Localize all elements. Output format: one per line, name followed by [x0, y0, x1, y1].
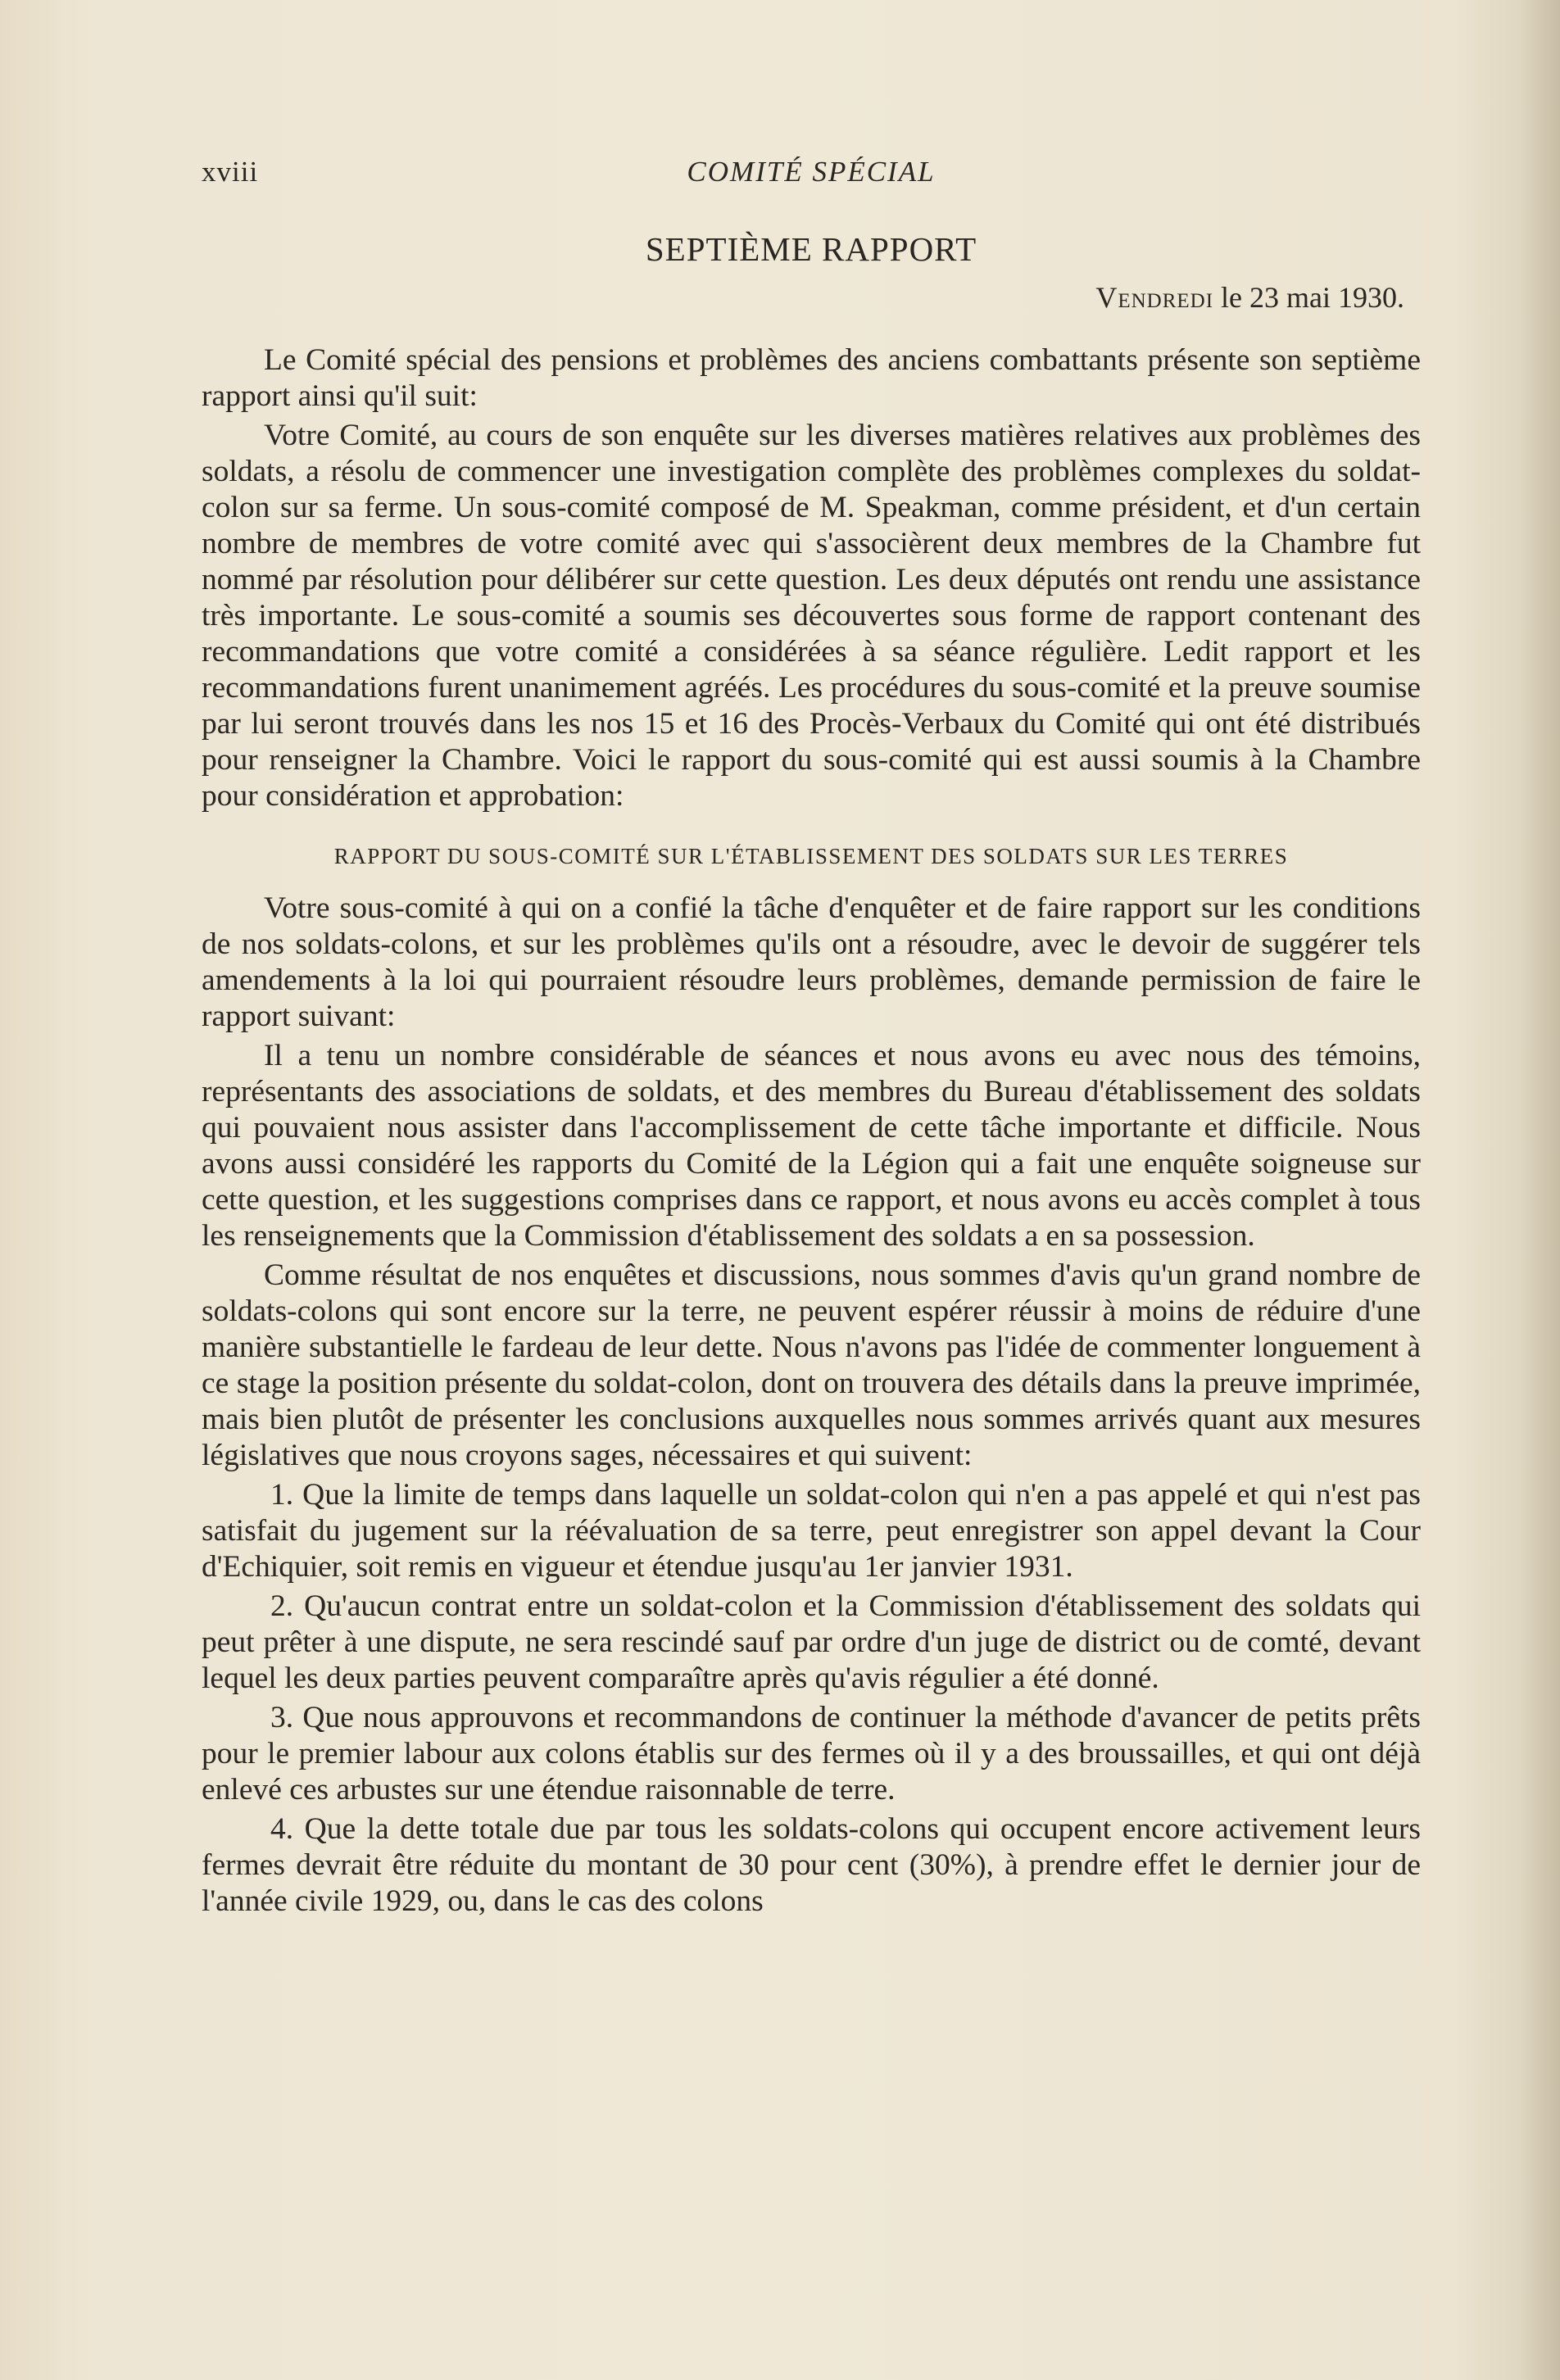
- page-folio: xviii: [202, 156, 259, 188]
- recommendation-item: 2. Qu'aucun contrat entre un soldat-colon et la Commission d'établissement des soldats qui peut prêter à une dispute, ne sera rescindé sauf par ordre d'un juge de district ou de comté, devant lequel les deux parties peuvent comparaître après qu'avis régulier a été donné.: [202, 1589, 1421, 1695]
- report-date: [202, 280, 1404, 315]
- subcommittee-paragraph: Comme résultat de nos enquêtes et discussions, nous sommes d'avis qu'un grand nombre de soldats-colons qui sont encore sur la terre, ne peuvent espérer réussir à moins de réduire d'une manière substantielle le fardeau de leur dette. Nous n'avons pas l'idée de commenter longuement à ce stage la position présente du soldat-colon, dont on trouvera des détails dans la preuve imprimée, mais bien plutôt de présenter les conclusions auxquelles nous sommes arrivés quant aux mesures législatives que nous croyons sages, nécessaires et qui suivent:: [202, 1258, 1421, 1472]
- page-content: [202, 147, 1421, 1923]
- recommendation-item: 4. Que la dette totale due par tous les soldats-colons qui occupent encore activement leurs fermes devrait être réduite du montant de 30 pour cent (30%), à prendre effet le dernier jour de l'année civile 1929, ou, dans le cas des colons: [202, 1812, 1421, 1918]
- running-title: COMITÉ SPÉCIAL: [687, 156, 936, 188]
- page-edge-shadow: [1521, 0, 1560, 2380]
- report-date-rest: le 23 mai 1930.: [1213, 281, 1404, 314]
- running-head: [202, 147, 1421, 205]
- subcommittee-heading: RAPPORT DU SOUS-COMITÉ SUR L'ÉTABLISSEMENT DES SOLDATS SUR LES TERRES: [333, 844, 1289, 868]
- recommendation-item: 1. Que la limite de temps dans laquelle un soldat-colon qui n'en a pas appelé et qui n'est pas satisfait du jugement sur la réévaluation de sa terre, peut enregistrer son appel devant la Cour d'Echiquier, soit remis en vigueur et étendue jusqu'au 1er janvier 1931.: [202, 1478, 1421, 1584]
- subcommittee-paragraph: Il a tenu un nombre considérable de séances et nous avons eu avec nous des témoins, représentants des associations de soldats, et des membres du Bureau d'établissement des soldats qui pouvaient nous assister dans l'accomplissement de cette tâche importante et difficile. Nous avons aussi considéré les rapports du Comité de la Légion qui a fait une enquête soigneuse sur cette question, et les suggestions comprises dans ce rapport, et nous avons eu accès complet à tous les renseignements que la Commission d'établissement des soldats a en sa possession.: [202, 1039, 1421, 1253]
- recommendation-item: 3. Que nous approuvons et recommandons de continuer la méthode d'avancer de petits prêts pour le premier labour aux colons établis sur des fermes où il y a des broussailles, et qui ont déjà enlevé ces arbustes sur une étendue raisonnable de terre.: [202, 1701, 1421, 1807]
- report-title: SEPTIÈME RAPPORT: [645, 230, 977, 268]
- intro-paragraph: Le Comité spécial des pensions et problèmes des anciens combattants présente son septième rapport ainsi qu'il suit:: [202, 343, 1421, 413]
- body-paragraph: Votre Comité, au cours de son enquête sur les diverses matières relatives aux problèmes des soldats, a résolu de commencer une investigation complète des problèmes complexes du soldat-colon sur sa ferme. Un sous-comité composé de M. Speakman, comme président, et d'un certain nombre de membres de votre comité avec qui s'associèrent deux membres de la Chambre fut nommé par résolution pour délibérer sur cette question. Les deux députés ont rendu une assistance très importante. Le sous-comité a soumis ses découvertes sous forme de rapport contenant des recommandations que votre comité a considérées à sa séance régulière. Ledit rapport et les recommandations furent unanimement agréés. Les procédures du sous-comité et la preuve soumise par lui seront trouvés dans les nos 15 et 16 des Procès-Verbaux du Comité qui ont été distribués pour renseigner la Chambre. Voici le rapport du sous-comité qui est aussi soumis à la Chambre pour considération et approbation:: [202, 419, 1421, 813]
- subcommittee-paragraph: Votre sous-comité à qui on a confié la tâche d'enquêter et de faire rapport sur les conditions de nos soldats-colons, et sur les problèmes qu'ils ont a résoudre, avec le devoir de suggérer tels amendements à la loi qui pourraient résoudre leurs problèmes, demande permission de faire le rapport suivant:: [202, 891, 1421, 1033]
- report-date-day: Vendredi: [1095, 281, 1214, 314]
